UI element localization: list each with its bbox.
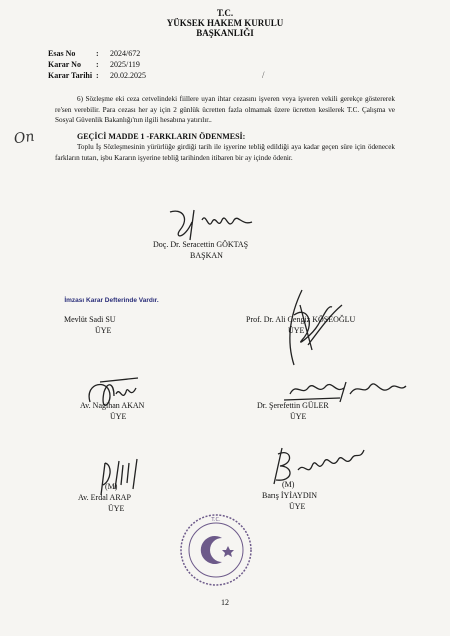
tick-mark: / xyxy=(262,70,265,80)
section-body: Toplu İş Sözleşmesinin yürürlüğe girdiği tarih ile işyerine tebliğ edildiği aya kadar geçen süre için ödenecek farkların tutarı, işbu Kararın işyerine tebliğ tarihinden itibaren bir ay içinde ödenir. xyxy=(55,143,395,162)
meta-case-no: Esas No : 2024/672 xyxy=(48,49,141,58)
member1-role: ÜYE xyxy=(95,326,112,335)
section-title: GEÇİCİ MADDE 1 -FARKLARIN ÖDENMESİ: xyxy=(77,132,246,141)
signature-member2 xyxy=(272,285,352,375)
header-tc: T.C. xyxy=(216,8,234,18)
stamp-signature-in-register: İmzası Karar Defterinde Vardır. xyxy=(64,297,159,304)
member2-role: ÜYE xyxy=(288,326,305,335)
header-institution: YÜKSEK HAKEM KURULU xyxy=(166,18,284,28)
president-name: Doç. Dr. Seracettin GÖKTAŞ xyxy=(153,240,249,249)
meta-value: 2025/119 xyxy=(110,60,140,69)
official-seal xyxy=(178,512,254,588)
member5-name: Av. Erdal ARAP xyxy=(78,493,131,502)
signature-member3 xyxy=(80,372,150,417)
member5-role: ÜYE xyxy=(108,504,125,513)
meta-value: 2024/672 xyxy=(110,49,141,58)
svg-text:T.C.: T.C. xyxy=(211,517,221,523)
meta-decision-no: Karar No : 2025/119 xyxy=(48,60,140,69)
meta-key: Karar Tarihi xyxy=(48,71,93,80)
meta-key: Esas No xyxy=(48,49,76,58)
meta-key: Karar No xyxy=(48,60,81,69)
member6-name: Barış İYİAYDIN xyxy=(262,491,318,500)
president-role: BAŞKAN xyxy=(190,251,223,260)
member4-role: ÜYE xyxy=(290,412,307,421)
member5-tag: (M) xyxy=(105,482,118,491)
header-presidency: BAŞKANLIĞI xyxy=(196,28,254,38)
page-number: 12 xyxy=(221,598,229,607)
member3-role: ÜYE xyxy=(110,412,127,421)
member6-tag: (M) xyxy=(282,480,295,489)
member3-name: Av. Nagihan AKAN xyxy=(80,401,145,410)
paragraph-6: 6) Sözleşme eki ceza cetvelindeki fiillere uyan ihtar cezasını işveren veya işveren vekili gerekçe göstererek re'sen verebilir. Para cezası her ay için 2 günlük ücretten fazla olmamak üzere ücretten kesilerek T.C. Çalışma ve Sosyal Güvenlik Bakanlığı'nın ilgili hesabına yatırılır.. xyxy=(55,95,395,124)
member6-role: ÜYE xyxy=(289,502,306,511)
meta-decision-date: Karar Tarihi : 20.02.2025 xyxy=(48,71,146,80)
meta-value: 20.02.2025 xyxy=(110,71,146,80)
member2-name: Prof. Dr. Ali Cengiz KÖSEOĞLU xyxy=(246,315,356,324)
margin-initials: On xyxy=(12,128,36,148)
member1-name: Mevlüt Sadi SU xyxy=(64,315,116,324)
member4-name: Dr. Şerefettin GÜLER xyxy=(257,401,329,410)
signature-president xyxy=(162,200,262,245)
